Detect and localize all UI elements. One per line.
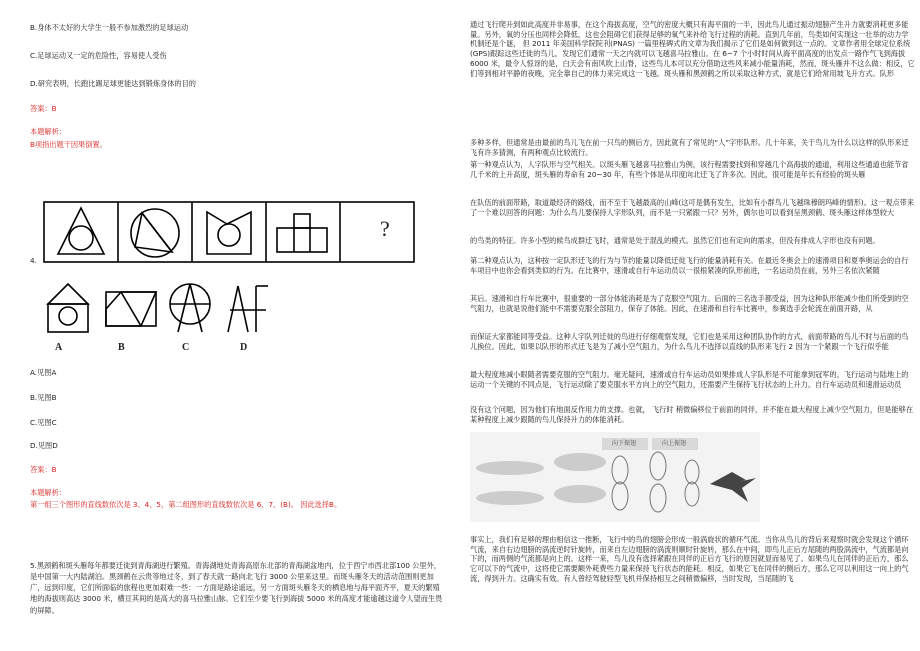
passage-para-7: 其后。速滑和自行车比赛中，很重要的一部分体能消耗是为了克服空气阻力。后面的三名选手都受益，因为这种队形能减少他们所受到的空气阻力，也就是说他们能中不需要克服全部阻力，保存了体能。因此，在速滑和自行车比赛中，参赛选手会轮流在前面开路，从 xyxy=(470,294,909,313)
vortex-trail-lower xyxy=(554,485,606,503)
q4-option-figure-a xyxy=(48,284,88,332)
q4-stem-figure-3 xyxy=(207,212,251,254)
q4-option-figure-c xyxy=(170,284,210,332)
passage-para-4: 在队伍的前面带路，取道最经济的路线，而不至于飞越最高的山峰(这可是偶有发生，比如有小群鸟儿飞越珠穆朗玛峰的情形)。这一观点带来了一个难以回答的问题：为什么鸟儿要保持人字形队列，而不是一只紧跟一只？另外，偶尔也可以看到呈黑颈鹤、斑头雁这样体型较大 xyxy=(470,198,915,217)
q4-option-c: C.见图C xyxy=(30,418,57,427)
q3-option-c: C.足球运动又一定的危险性，容易使人受伤 xyxy=(30,51,167,60)
passage-para-3: 第一种观点认为，人字队形与空气相关。以斑头雁飞越喜马拉雅山为例，该行程需要找到和穿越几个高海拔的通道，利用这些通道也能节省几千米的上升高度，斑头雁的寿命有 20~30 年，有些个体是从印度向北迁飞了许多次。因此，很可能是年长有经验的斑头雁 xyxy=(470,160,909,179)
q4-stem-figure-4 xyxy=(277,214,327,252)
passage-para-6: 第二种观点认为，这种按一定队形迁飞的行为与节约能量以降低迁徙飞行的能量消耗有关。在最近冬奥会上的速滑项目和夏季奥运会的自行车项目中也你会看到类似的行为。在比赛中，速滑或自行车运动员以一很根紧凑的队形前进，一名运动员在前，另外三名依次紧随 xyxy=(470,256,909,275)
passage-para-8: 而保证大家都能同等受益。这种人字队列迁徙的鸟进行仔细观察发现，它们也是采用这种团队协作的方式，前面带路的鸟儿不时与后面的鸟儿换位。因此，如果以队形的形式迁飞是为了减小空气阻力，为什么鸟儿不选择以直线的队形来飞行 2 因为一个紧跟一个飞行似乎能 xyxy=(470,332,909,351)
q4-answer: 答案：B xyxy=(30,465,57,474)
q4-option-figure-b xyxy=(106,292,156,326)
q5-question-text: 5.黑颈鹤和斑头雁每年都要迁徙到青海湖进行繁殖。青海湖地处青海高原东北部的青海湖盆地内，位于西宁市西北部100 公里外，是中国第一大内陆湖泊。黑颈鹤在云贵等地过冬，到了春天就一路向北飞行 3000 公里来这里。而斑头雁冬天的活动范围则更加广，远到印度，它们所面临的旅程也更加艰难一些：一方面是路途遥远，另一方面斑头雁冬天的栖息地与海平面齐平，夏天的繁殖地的海拔则高达 3000 米，横亘其间的是高大的喜马拉雅山脉。它们至少要飞行到海拔 5000 米的高度才能逾越这道令人望而生畏的屏障。 xyxy=(30,561,443,615)
q3-option-d: D.研究表明，长跑比踢足球更能达到锻炼身体的目的 xyxy=(30,79,196,88)
q4-option-a: A.见图A xyxy=(30,368,57,377)
vortex-trail-upper xyxy=(554,453,606,471)
q4-number: 4. xyxy=(30,256,37,265)
figure-label-down: 向下振翅 xyxy=(612,440,637,447)
passage-para-11: 事实上，我们有足够的理由相信这一推断，飞行中的鸟的翅膀会形成一般涡旋状的循环气流。当你从鸟儿的背后来观察时就会发现这个循环气流，来自右边翅膀的涡流逆时针旋转，而来自左边翅膀的涡流则顺时针旋转，那么在中间，即鸟儿正后方尾随的两股涡流中，气流都是向下的，而两侧的气流都是向上的。这样一来，鸟儿没有选择紧跟在同伴的正后方飞行的原因就显而易见了。如果鸟儿在同伴的正后方，那么它可以下的气流中，这将使它需要额外耗费些力量来保持飞行状态的能耗。相反，如果它飞在同伴的侧后方，那么它可以利用这一向上的气流，得到升力。这确实有效。有人曾经驾驶轻型飞机并保持相互之间稍微偏移，当时发现，当尾随的飞 xyxy=(470,535,909,583)
q4-analysis-text: 第一组三个图形的直线数依次是 3、4、5，第二组图形的直线数依次是 6、7、(B)。 因此选择B。 xyxy=(30,500,342,509)
q3-analysis-text: B项指出题干因果倒置。 xyxy=(30,140,107,149)
q3-answer: 答案：B xyxy=(30,104,57,113)
q4-option-b: B.见图B xyxy=(30,393,57,402)
q4-fig-label-b: B xyxy=(118,342,125,353)
q4-fig-label-a: A xyxy=(55,342,63,353)
q4-option-d: D.见图D xyxy=(30,441,58,450)
q4-stem-frame xyxy=(44,202,414,262)
q3-option-b: B.身体不太好的大学生一般不参加激烈的足球运动 xyxy=(30,23,189,32)
q4-fig-label-c: C xyxy=(182,342,190,353)
q4-fig-label-d: D xyxy=(240,342,248,353)
passage-para-9: 最大程度地减小眼随者需要克服的空气阻力。毫无疑问，速滑或自行车运动员如果排成人字队形是不可能拿到冠军的。飞行运动与陆地上的运动一个关键的不同点是，飞行运动除了要克服水平方向上的空气阻力，还需要产生保持飞行状态的上升力。自行车运动员和速滑运动员 xyxy=(470,370,909,389)
passage-para-1: 通过飞行爬升到如此高度并非易事，在这个海拔高度，空气的密度大概只有海平面的一半，因此鸟儿通过振动翅膀产生升力就要消耗更多能量。另外，氧的分压也同样会降低，这也会阻碍它们获得足够的氧气来补给飞行过程的消耗。直到几年前，鸟类如何实现这一壮举的动力学机制还是个谜， 但 2011 年美国科学院院刊(PNAS) 一篇里程碑式的文章为我们揭示了它们是如何做到这一点的。文章作者用全球定位系统(GPS)跟踪这些迁徙的鸟儿，发现它们通常一天之内就可以飞越喜马拉雅山。在 6~7 个小时时间从海平面高度的出发点一路作气飞到海拔 6000 米，最令人惊讶的是，白天会有南风吹上山脊，这些鸟儿本可以充分借助这些风来减小能量消耗，然而，斑头雁并不这么做：相反，它们等到相对平静的夜晚，完全靠自己的体力来完成这一飞越。斑头雁和黑颈鹤之所以采取这种方式，就是它们给常用坡飞升方式。队形 xyxy=(470,20,915,78)
vortex-trail-upper xyxy=(476,461,544,475)
q4-option-figure-d xyxy=(228,286,268,332)
q4-stem-figure-2 xyxy=(131,209,179,257)
vortex-trail-lower xyxy=(476,491,544,505)
passage-para-10: 没有这个问题，因为他们有地面反作用力的支撑。也就， 飞行时 稍微偏移位于前面的同伴，并不能在最大程度上减少空气阻力，但是能够在某种程度上减少跟随的鸟儿保持升力的体能消耗。 xyxy=(470,405,914,424)
q4-question-mark: ? xyxy=(380,216,390,241)
figure-label-up: 向上振翅 xyxy=(662,440,687,447)
q4-option-figures xyxy=(40,276,280,336)
q4-analysis-label: 本题解析： xyxy=(30,488,66,497)
q4-stem-figures xyxy=(44,202,414,262)
passage-para-2: 多种多样，但通常是由最前的鸟儿飞在前一只鸟的侧后方，因此就有了常见的“人”字形队形。几十年来，关于鸟儿为什么以这样的队形来迁飞有许多猜测，有两种观点比较流行。 xyxy=(470,138,909,157)
passage-para-5: 的鸟类的特征。许多小型的候鸟成群迁飞时，通常是处于混乱的模式。虽然它们也有定向的需求，但没有排成人字形也没有问题。 xyxy=(470,236,880,245)
q3-analysis-label: 本题解析： xyxy=(30,127,66,136)
q4-stem-figure-1 xyxy=(58,208,104,254)
